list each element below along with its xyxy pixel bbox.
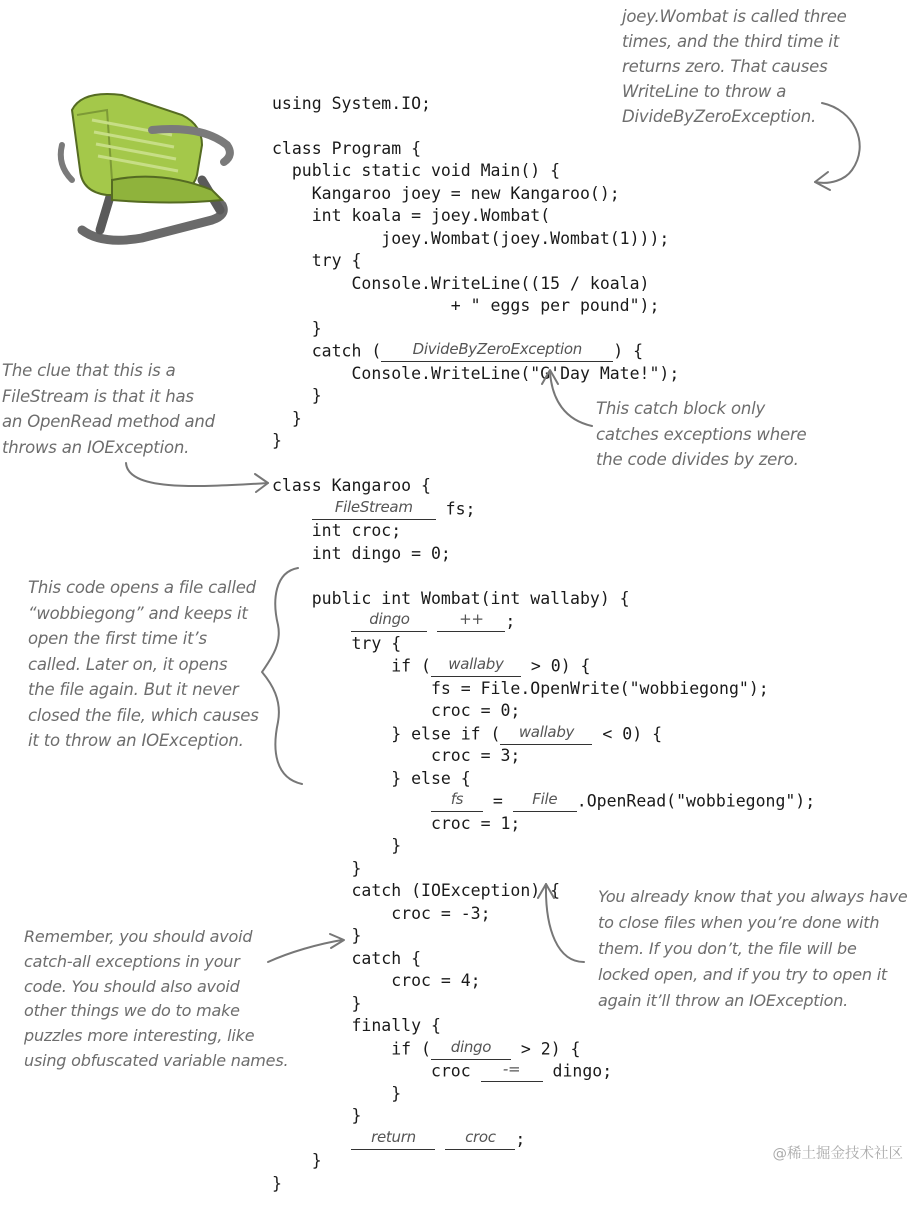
note-catch-block-divide: This catch block only catches exceptions where the code divides by zero. [596,399,807,469]
code-line: class Kangaroo { [272,476,431,495]
blank-increment-op: ++ [437,609,505,632]
code-line: Console.WriteLine((15 / koala) [272,273,650,293]
code-line: public int Wombat(int wallaby) { [272,588,630,608]
code-line: finally { [272,1016,441,1035]
blank-finally-var: dingo [431,1037,511,1060]
blank-condition-1: wallaby [431,654,521,677]
code-fragment: if ( [272,656,431,676]
code-fragment: fs; [435,499,476,518]
code-line: croc = 4; [272,971,481,990]
code-fragment: catch ( [272,341,382,361]
blank-assign-var: fs [431,789,483,812]
code-line: croc = 0; [272,701,521,720]
chair-icon [52,70,252,250]
code-line: } [272,926,362,945]
note-opens-file: This code opens a file called “wobbiegong” and keeps it open the first time it’s called. Later on, it opens the file again. But it never closed the file, which causes it to throw an IOException. [28,578,259,750]
watermark: @稀土掘金技术社区 [772,1146,903,1162]
note-wombat-called-three-times: joey.Wombat is called three times, and the third time it returns zero. That causes WriteLine to throw a DivideByZeroException. [622,7,847,126]
code-line: croc = -3; [272,903,491,923]
code-line: } [272,858,362,878]
code-fragment: dingo; [542,1061,613,1081]
code-line: try { [272,251,362,270]
code-fragment: .OpenRead("wobbiegong"); [576,791,816,811]
code-line: } [272,993,362,1013]
code-line: int koala = joey.Wombat( [272,206,551,225]
arrowhead-top-right [815,172,830,190]
code-line: croc = 3; [272,746,521,765]
code-line: } [272,1151,322,1170]
code-line: catch { [272,948,422,968]
code-fragment: if ( [272,1039,431,1058]
code-line: joey.Wombat(joey.Wombat(1))); [272,228,670,248]
code-line: Console.WriteLine("G'Day Mate!"); [272,363,680,383]
code-line: } [272,318,322,338]
code-line: try { [272,633,402,653]
note-avoid-catch-all: Remember, you should avoid catch-all exceptions in your code. You should also avoid other things we do to make puzzles more interesting, like using obfuscated variable names. [24,927,289,1070]
blank-catch-type: DivideByZeroException [381,339,613,362]
blank-condition-2: wallaby [500,722,592,745]
blank-finally-op: -= [481,1059,543,1082]
code-fragment: ) { [613,341,644,361]
code-line: } [272,836,402,855]
code-line: } [272,386,322,405]
code-fragment: > 0) { [520,656,591,676]
code-line: public static void Main() { [272,161,561,180]
code-line: + " eggs per pound"); [272,296,660,315]
code-fragment: < 0) { [592,724,663,743]
blank-field-type: FileStream [312,497,436,520]
code-fragment: } else if ( [272,724,501,743]
code-fragment: croc [272,1061,481,1081]
code-line: } [272,1106,362,1125]
code-fragment: > 2) { [510,1039,581,1058]
code-line: using System.IO; [272,93,431,113]
code-listing [272,70,815,1218]
code-line: int croc; [272,521,402,540]
code-line: } [272,1173,282,1193]
code-line: Kangaroo joey = new Kangaroo(); [272,183,620,203]
note-filestream-clue: The clue that this is a FileStream is that it has an OpenRead method and throws an IOException. [2,361,215,457]
blank-class-name: File [513,789,577,812]
note-close-files: You already know that you always have to close files when you’re done with them. If you don’t, the file will be locked open, and if you try to open it again it’ll throw an IOException. [598,887,908,1010]
code-line: fs = File.OpenWrite("wobbiegong"); [272,678,769,698]
blank-increment-var: dingo [351,609,427,632]
code-line: } [272,431,282,450]
blank-return-keyword: return [351,1127,435,1150]
code-fragment: ; [505,611,516,631]
code-line: int dingo = 0; [272,543,451,563]
code-line: catch (IOException) { [272,881,561,900]
arrowhead-filestream [255,474,268,492]
code-line: croc = 1; [272,813,521,833]
blank-return-value: croc [445,1127,515,1150]
code-fragment: = [482,791,513,811]
code-line: } else { [272,768,471,788]
arrow-filestream [126,463,268,486]
code-line: } [272,408,302,428]
code-line: class Program { [272,138,422,158]
code-fragment: ; [515,1129,526,1148]
code-line: } [272,1083,402,1103]
